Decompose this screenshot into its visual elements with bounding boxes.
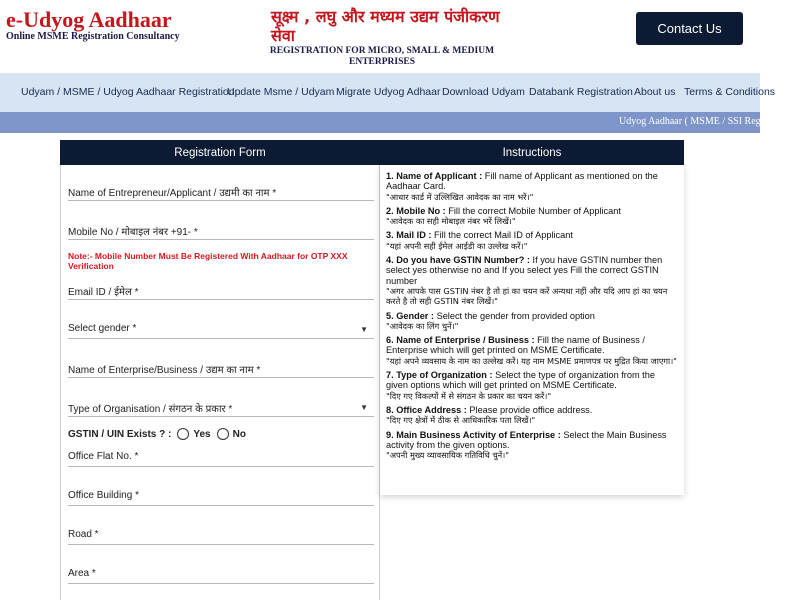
- instruction-text: Fill the correct Mobile Number of Applicant: [448, 205, 621, 216]
- applicant-name-label: Name of Entrepreneur/Applicant / उद्यमी का नाम *: [68, 188, 277, 199]
- office-flat-field[interactable]: [68, 443, 374, 467]
- nav-item-terms[interactable]: Terms & Conditions: [684, 86, 776, 98]
- office-building-label: Office Building *: [68, 490, 139, 501]
- nav-item-update[interactable]: Update Msme / Udyam: [227, 86, 335, 98]
- instruction-text: Fill name of Applicant as mentioned on the Aadhaar Card.: [386, 171, 658, 192]
- gstin-row: [68, 427, 246, 441]
- instruction-head: 7. Type of Organization :: [386, 370, 493, 381]
- email-label: Email ID / ईमेल *: [68, 287, 139, 298]
- instruction-item: [386, 230, 678, 251]
- instruction-head: 9. Main Business Activity of Enterprise :: [386, 429, 561, 440]
- instructions-panel: [380, 165, 684, 495]
- instruction-hindi: "आधार कार्ड में उल्लिखित आवेदक का नाम भरें।": [386, 191, 534, 202]
- instruction-head: 5. Gender :: [386, 310, 434, 321]
- nav-item-download[interactable]: Download Udyam: [442, 86, 525, 98]
- area-label: Area *: [68, 568, 96, 579]
- road-label: Road *: [68, 529, 99, 540]
- instruction-hindi: "दिए गए विकल्पों में से संगठन के प्रकार का चयन करें।": [386, 390, 552, 401]
- marquee-text: Udyog Aadhaar ( MSME / SSI Registration ): [619, 116, 799, 127]
- site-header: [0, 0, 760, 73]
- instruction-text: Select the type of organization from the given options which will get printed on MSME Certificate.: [386, 370, 655, 391]
- hindi-title: सूक्ष्म , लघु और मध्यम उद्यम पंजीकरण सेवा: [271, 7, 500, 45]
- instruction-head: 4. Do you have GSTIN Number? :: [386, 255, 530, 266]
- mobile-field[interactable]: [68, 216, 374, 240]
- instruction-head: 3. Mail ID :: [386, 230, 432, 241]
- instruction-item: [386, 405, 678, 426]
- instruction-text: If you have GSTIN number then select yes otherwise no and If you select yes Fill the correct GSTIN number: [386, 255, 663, 286]
- instruction-item: [386, 171, 678, 202]
- gstin-label: GSTIN / UIN Exists ? :: [68, 428, 172, 440]
- gstin-no-radio[interactable]: [217, 428, 229, 440]
- logo-title[interactable]: e-Udyog Aadhaar: [6, 7, 172, 32]
- nav-item-databank[interactable]: Databank Registration: [529, 86, 633, 98]
- marquee-bar: [0, 112, 799, 133]
- instruction-hindi: "यहां अपने व्यवसाय के नाम का उल्लेख करें। यह नाम MSME प्रमाणपत्र पर मुद्रित किया जाएगा।": [386, 355, 677, 366]
- office-flat-label: Office Flat No. *: [68, 451, 139, 462]
- applicant-name-field[interactable]: [68, 177, 374, 201]
- gstin-yes-label: Yes: [193, 428, 211, 440]
- instruction-item: [386, 311, 678, 332]
- instruction-text: Select the gender from provided option: [436, 310, 595, 321]
- instruction-text: Select the Main Business activity from the given options.: [386, 429, 667, 450]
- gender-label: Select gender *: [68, 323, 137, 334]
- instruction-hindi: "यहां अपनी सही ईमेल आईडी का उल्लेख करें।": [386, 240, 528, 251]
- organisation-label: Type of Organisation / संगठन के प्रकार *: [68, 404, 233, 415]
- form-heading: Registration Form: [60, 140, 380, 165]
- instruction-text: Fill the name of Business / Enterprise which will get printed on MSME Certificate.: [386, 335, 645, 356]
- instruction-head: 6. Name of Enterprise / Business :: [386, 335, 535, 346]
- instruction-item: [386, 255, 678, 306]
- email-field[interactable]: [68, 276, 374, 300]
- logo-subtitle: Online MSME Registration Consultancy: [6, 31, 180, 42]
- chevron-down-icon: ▼: [360, 325, 368, 334]
- instruction-head: 8. Office Address :: [386, 404, 467, 415]
- area-field[interactable]: [68, 560, 374, 584]
- nav-item-migrate[interactable]: Migrate Udyog Adhaar: [336, 86, 441, 98]
- gender-select[interactable]: [68, 315, 374, 339]
- nav-item-about[interactable]: About us: [634, 86, 676, 98]
- instruction-hindi: "दिए गए क्षेत्रों में ठीक से आधिकारिक पता लिखें।": [386, 415, 536, 426]
- english-title: REGISTRATION FOR MICRO, SMALL & MEDIUM ENTERPRISES: [269, 46, 495, 67]
- road-field[interactable]: [68, 521, 374, 545]
- instruction-item: [386, 370, 678, 401]
- registration-form: [60, 165, 380, 600]
- contact-us-button[interactable]: Contact Us: [636, 12, 743, 45]
- instructions-heading: Instructions: [380, 140, 684, 165]
- main-nav: [0, 73, 776, 112]
- office-building-field[interactable]: [68, 482, 374, 506]
- mobile-label: Mobile No / मोबाइल नंबर +91- *: [68, 227, 198, 238]
- gstin-no-label: No: [232, 428, 246, 440]
- instruction-head: 1. Name of Applicant :: [386, 171, 483, 181]
- instruction-hindi: "आवेदक का सही मोबाइल नंबर भरें लिखें।": [386, 216, 516, 227]
- instruction-head: 2. Mobile No :: [386, 205, 446, 216]
- gstin-yes-radio[interactable]: [177, 428, 189, 440]
- instruction-hindi: "अगर आपके पास GSTIN नंबर है तो हां का चयन करें अन्यथा नहीं और यदि आप हां का चयन करते है तो सही GSTIN नंबर लिखें।": [386, 285, 668, 307]
- instruction-text: Please provide office address.: [469, 404, 593, 415]
- enterprise-name-label: Name of Enterprise/Business / उद्यम का नाम *: [68, 365, 261, 376]
- organisation-select[interactable]: [68, 393, 374, 417]
- mobile-warning: Note:- Mobile Number Must Be Registered With Aadhaar for OTP XXX Verification: [68, 251, 348, 271]
- instruction-item: [386, 206, 678, 227]
- instruction-hindi: "आवेदक का लिंग चुनें।": [386, 320, 459, 331]
- enterprise-name-field[interactable]: [68, 354, 374, 378]
- nav-item-registration[interactable]: Udyam / MSME / Udyog Aadhaar Registration: [21, 86, 235, 98]
- instruction-hindi: "अपनी मुख्य व्यावसायिक गतिविधि चुनें।": [386, 450, 510, 461]
- chevron-down-icon: ▼: [360, 403, 368, 412]
- instruction-text: Fill the correct Mail ID of Applicant: [434, 230, 573, 241]
- instruction-item: [386, 335, 678, 366]
- instruction-item: [386, 430, 678, 461]
